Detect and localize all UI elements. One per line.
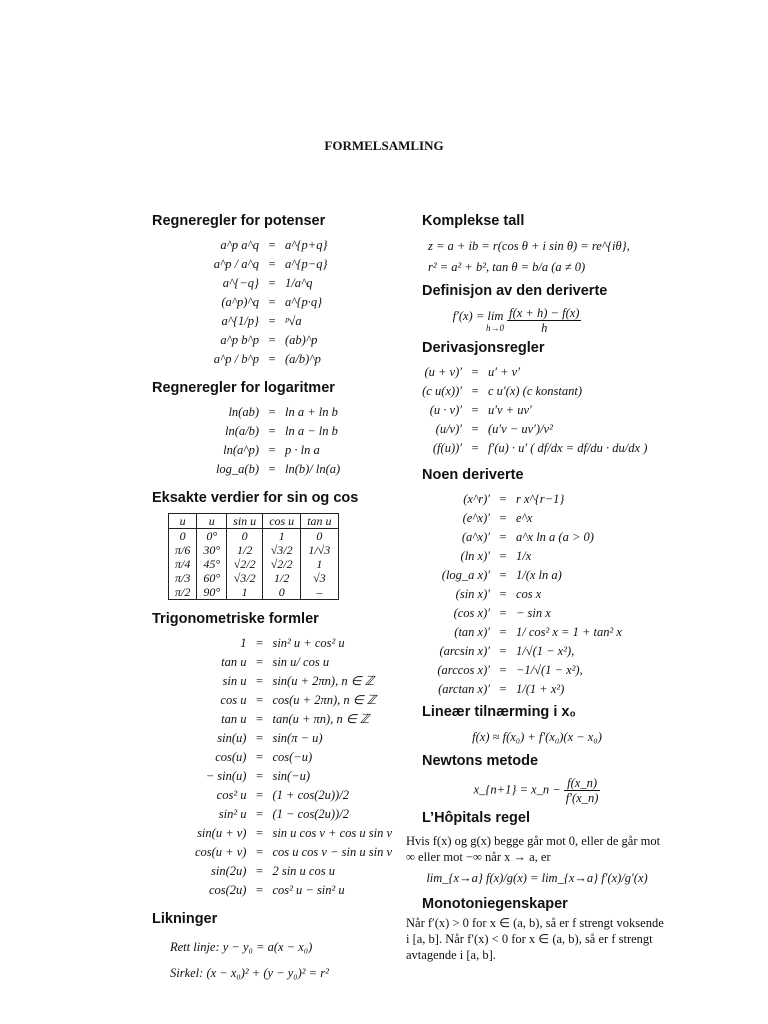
exact-values-table — [168, 513, 339, 600]
section-eksakte — [152, 489, 392, 600]
trig-row-lhs: sin(u) — [217, 731, 247, 745]
derivasjon-row-rhs: u′ + v′ — [488, 365, 520, 379]
potens-row-equals: = — [268, 276, 276, 290]
likning-rett-linje: Rett linje: y − y₀ = a(x − x₀) — [170, 940, 313, 954]
section-hopital — [406, 809, 668, 891]
trig-row-rhs: tan(u + πn), n ∈ ℤ — [272, 712, 370, 726]
table-cell: π/2 — [169, 585, 197, 600]
deriverte-row-equals: = — [499, 682, 507, 696]
trig-row-lhs: − sin(u) — [205, 769, 247, 783]
trig-row-lhs: cos(u + v) — [194, 845, 247, 859]
trig-row-rhs: sin u/ cos u — [272, 655, 330, 669]
trig-row-rhs: sin(u + 2πn), n ∈ ℤ — [272, 674, 375, 688]
trig-row-equals: = — [255, 807, 263, 821]
table-cell: 1 — [227, 585, 263, 600]
table-cell: √2/2 — [263, 557, 301, 571]
deriverte-row-rhs: 1/x — [516, 549, 532, 563]
derivasjon-row-lhs: (c u(x))′ — [422, 384, 462, 398]
equations-derivasjon — [406, 363, 668, 458]
heading-derivasjon: Derivasjonsregler — [422, 340, 545, 356]
heading-trig: Trigonometriske formler — [152, 611, 319, 627]
section-monotoni — [406, 895, 668, 963]
trig-row-rhs: (1 − cos(2u))/2 — [272, 807, 349, 821]
logaritme-row-rhs: ln a − ln b — [285, 424, 338, 438]
logaritme-row-equals: = — [268, 462, 276, 476]
deriverte-row-rhs: −1/√(1 − x²), — [516, 663, 583, 677]
table-cell: 0° — [197, 529, 227, 544]
section-noen — [406, 466, 668, 699]
trig-row-lhs: cos² u — [216, 788, 247, 802]
potens-row-rhs: ᵖ√a — [285, 314, 302, 328]
section-trig — [152, 610, 392, 900]
table-cell: 1/√3 — [301, 543, 338, 557]
table-row — [169, 529, 339, 544]
deriverte-row-rhs: − sin x — [516, 606, 551, 620]
potens-row-rhs: a^{p+q} — [285, 238, 328, 252]
deriverte-row-lhs: (ln x)′ — [460, 549, 490, 563]
derivasjon-row-lhs: (f(u))′ — [432, 441, 462, 455]
deriverte-row-lhs: (cos x)′ — [453, 606, 490, 620]
definisjon-num: f(x + h) − f(x) — [509, 306, 580, 320]
left-column — [152, 212, 392, 996]
page-title: FORMELSAMLING — [324, 138, 444, 153]
trig-row-lhs: cos(2u) — [208, 883, 247, 897]
definisjon-lhs: f′(x) = lim — [452, 308, 504, 323]
equations-trig — [152, 634, 392, 900]
table-cell: 1/2 — [227, 543, 263, 557]
heading-eksakte: Eksakte verdier for sin og cos — [152, 490, 359, 506]
heading-newton: Newtons metode — [422, 753, 539, 769]
section-likninger — [152, 910, 392, 986]
linear-formula: f(x) ≈ f(x₀) + f′(x₀)(x − x₀) — [472, 730, 602, 744]
deriverte-row-equals: = — [499, 549, 507, 563]
table-cell: 90° — [197, 585, 227, 600]
table-cell: π/3 — [169, 571, 197, 585]
newton-den: f′(x_n) — [565, 791, 599, 805]
trig-row-lhs: sin u — [222, 674, 247, 688]
potens-row-lhs: (a^p)^q — [221, 295, 259, 309]
definisjon-formula — [406, 306, 668, 335]
trig-row-lhs: sin(u + v) — [197, 826, 247, 840]
derivasjon-row-lhs: (u/v)′ — [435, 422, 462, 436]
potens-row-equals: = — [268, 295, 276, 309]
logaritme-row-rhs: ln a + ln b — [285, 405, 338, 419]
derivasjon-row-equals: = — [471, 441, 479, 455]
trig-row-equals: = — [255, 769, 263, 783]
table-header-cell: sin u — [227, 514, 263, 529]
derivasjon-row-equals: = — [471, 365, 479, 379]
deriverte-row-equals: = — [499, 587, 507, 601]
trig-row-equals: = — [255, 636, 263, 650]
potens-row-lhs: a^p / a^q — [213, 257, 259, 271]
trig-row-equals: = — [255, 883, 263, 897]
trig-row-rhs: sin(π − u) — [272, 731, 323, 745]
trig-row-equals: = — [255, 750, 263, 764]
potens-row-equals: = — [268, 352, 276, 366]
trig-row-equals: = — [255, 693, 263, 707]
trig-row-lhs: tan u — [221, 712, 247, 726]
logaritme-row-lhs: ln(ab) — [228, 405, 259, 419]
trig-row-equals: = — [255, 864, 263, 878]
table-row — [169, 557, 339, 571]
derivasjon-row-rhs: u′v + uv′ — [488, 403, 532, 417]
deriverte-row-equals: = — [499, 568, 507, 582]
logaritme-row-rhs: p · ln a — [285, 443, 320, 457]
table-cell: 1 — [301, 557, 338, 571]
right-column — [406, 212, 668, 973]
trig-row-rhs: sin(−u) — [272, 769, 311, 783]
deriverte-row-lhs: (tan x)′ — [454, 625, 490, 639]
table-header-cell: u — [197, 514, 227, 529]
section-derivasjon — [406, 339, 668, 458]
trig-row-equals: = — [255, 674, 263, 688]
deriverte-row-equals: = — [499, 644, 507, 658]
hopital-text: Hvis f(x) og g(x) begge går mot 0, eller de går mot ∞ eller mot −∞ når x → a, er — [406, 834, 661, 864]
heading-hopital: L’Hôpitals regel — [422, 810, 530, 826]
komplekse-line1: z = a + ib = r(cos θ + i sin θ) = re^{iθ}, — [428, 239, 630, 253]
deriverte-row-equals: = — [499, 511, 507, 525]
trig-row-lhs: tan u — [221, 655, 247, 669]
table-cell: 45° — [197, 557, 227, 571]
logaritme-row-equals: = — [268, 424, 276, 438]
trig-row-equals: = — [255, 655, 263, 669]
section-potenser — [152, 212, 392, 369]
newton-num: f(x_n) — [564, 776, 601, 791]
trig-row-rhs: cos² u − sin² u — [272, 883, 345, 897]
trig-row-lhs: sin² u — [218, 807, 247, 821]
potens-row-lhs: a^p a^q — [220, 238, 259, 252]
logaritme-row-rhs: ln(b)/ ln(a) — [285, 462, 341, 476]
derivasjon-row-lhs: (u + v)′ — [424, 365, 462, 379]
trig-row-lhs: sin(2u) — [211, 864, 247, 878]
potens-row-lhs: a^p / b^p — [213, 352, 259, 366]
hopital-formula: lim_{x→a} f(x)/g(x) = lim_{x→a} f′(x)/g′(x) — [426, 871, 648, 885]
table-row — [169, 571, 339, 585]
section-newton — [406, 752, 668, 805]
trig-row-lhs: cos(u) — [215, 750, 247, 764]
trig-row-rhs: 2 sin u cos u — [272, 864, 335, 878]
potens-row-equals: = — [268, 238, 276, 252]
heading-komplekse: Komplekse tall — [422, 213, 525, 229]
potens-row-rhs: a^{p·q} — [285, 295, 323, 309]
equations-noen — [406, 490, 668, 699]
potens-row-lhs: a^{1/p} — [221, 314, 259, 328]
deriverte-row-equals: = — [499, 606, 507, 620]
heading-potenser: Regneregler for potenser — [152, 213, 326, 229]
heading-logaritmer: Regneregler for logaritmer — [152, 380, 335, 396]
deriverte-row-equals: = — [499, 530, 507, 544]
deriverte-row-lhs: (a^x)′ — [461, 530, 490, 544]
trig-row-rhs: cos u cos v − sin u sin v — [272, 845, 392, 859]
table-cell: π/4 — [169, 557, 197, 571]
trig-row-equals: = — [255, 731, 263, 745]
deriverte-row-rhs: 1/ cos² x = 1 + tan² x — [516, 625, 622, 639]
heading-noen: Noen deriverte — [422, 467, 524, 483]
trig-row-equals: = — [255, 845, 263, 859]
derivasjon-row-rhs: (u′v − uv′)/v² — [488, 422, 553, 436]
trig-row-equals: = — [255, 712, 263, 726]
monotoni-text: Når f′(x) > 0 for x ∈ (a, b), så er f strengt voksende i [a, b]. Når f′(x) < 0 for x ∈ (a, b), så er f strengt avtagende i [a, b]. — [406, 916, 664, 962]
newton-lhs: x_{n+1} = x_n − — [473, 782, 561, 797]
potens-row-equals: = — [268, 257, 276, 271]
table-header-cell: tan u — [301, 514, 338, 529]
logaritme-row-lhs: log_a(b) — [215, 462, 259, 476]
trig-row-rhs: (1 + cos(2u))/2 — [272, 788, 349, 802]
table-cell: 0 — [227, 529, 263, 544]
section-linear — [406, 703, 668, 748]
derivasjon-row-rhs: f′(u) · u′ ( df/dx = df/du · du/dx ) — [488, 441, 648, 455]
heading-linear: Lineær tilnærming i x₀ — [422, 704, 576, 720]
potens-row-rhs: (ab)^p — [285, 333, 318, 347]
table-header-cell: cos u — [263, 514, 301, 529]
derivasjon-row-equals: = — [471, 422, 479, 436]
deriverte-row-rhs: e^x — [516, 511, 533, 525]
deriverte-row-rhs: 1/(x ln a) — [516, 568, 562, 582]
deriverte-row-rhs: 1/(1 + x²) — [516, 682, 565, 696]
trig-row-lhs: cos u — [220, 693, 247, 707]
table-cell: √2/2 — [227, 557, 263, 571]
logaritme-row-lhs: ln(a/b) — [224, 424, 259, 438]
section-definisjon — [406, 282, 668, 335]
table-cell: 1 — [263, 529, 301, 544]
trig-row-rhs: cos(u + 2πn), n ∈ ℤ — [272, 693, 377, 707]
deriverte-row-rhs: cos x — [516, 587, 542, 601]
definisjon-sub: h→0 — [486, 322, 504, 333]
logaritme-row-lhs: ln(a^p) — [223, 443, 259, 457]
trig-row-equals: = — [255, 788, 263, 802]
table-cell: √3 — [301, 571, 338, 585]
equations-potenser — [152, 236, 392, 369]
table-cell: 60° — [197, 571, 227, 585]
table-cell: 1/2 — [263, 571, 301, 585]
table-cell: 30° — [197, 543, 227, 557]
table-cell: π/6 — [169, 543, 197, 557]
table-row — [169, 585, 339, 600]
table-cell: 0 — [263, 585, 301, 600]
potens-row-rhs: (a/b)^p — [285, 352, 321, 366]
deriverte-row-equals: = — [499, 663, 507, 677]
potens-row-rhs: a^{p−q} — [285, 257, 328, 271]
derivasjon-row-equals: = — [471, 384, 479, 398]
table-cell: 0 — [301, 529, 338, 544]
deriverte-row-equals: = — [499, 492, 507, 506]
heading-likninger: Likninger — [152, 911, 218, 927]
deriverte-row-lhs: (sin x)′ — [455, 587, 490, 601]
derivasjon-row-equals: = — [471, 403, 479, 417]
potens-row-lhs: a^p b^p — [220, 333, 259, 347]
likning-sirkel: Sirkel: (x − x₀)² + (y − y₀)² = r² — [170, 966, 329, 980]
trig-row-rhs: sin² u + cos² u — [272, 636, 345, 650]
heading-definisjon: Definisjon av den deriverte — [422, 283, 608, 299]
deriverte-row-rhs: 1/√(1 − x²), — [516, 644, 575, 658]
equations-logaritmer — [152, 403, 392, 479]
deriverte-row-lhs: (arcsin x)′ — [439, 644, 490, 658]
table-cell: – — [301, 585, 338, 600]
table-cell: √3/2 — [263, 543, 301, 557]
section-komplekse — [406, 212, 668, 278]
section-logaritmer — [152, 379, 392, 479]
trig-row-rhs: cos(−u) — [272, 750, 313, 764]
deriverte-row-equals: = — [499, 625, 507, 639]
derivasjon-row-rhs: c u′(x) (c konstant) — [488, 384, 583, 398]
newton-formula — [406, 776, 668, 805]
trig-row-rhs: sin u cos v + cos u sin v — [272, 826, 392, 840]
trig-row-lhs: 1 — [240, 636, 247, 650]
komplekse-line2: r² = a² + b², tan θ = b/a (a ≠ 0) — [428, 260, 586, 274]
deriverte-row-lhs: (arctan x)′ — [438, 682, 490, 696]
table-cell: 0 — [169, 529, 197, 544]
deriverte-row-lhs: (x^r)′ — [463, 492, 490, 506]
deriverte-row-lhs: (log_a x)′ — [441, 568, 490, 582]
potens-row-rhs: 1/a^q — [285, 276, 313, 290]
deriverte-row-lhs: (e^x)′ — [462, 511, 490, 525]
potens-row-equals: = — [268, 333, 276, 347]
derivasjon-row-lhs: (u · v)′ — [429, 403, 462, 417]
table-header-cell: u — [169, 514, 197, 529]
trig-row-equals: = — [255, 826, 263, 840]
definisjon-den: h — [541, 321, 548, 335]
heading-monotoni: Monotoniegenskaper — [422, 896, 568, 912]
deriverte-row-lhs: (arccos x)′ — [437, 663, 490, 677]
potens-row-lhs: a^{−q} — [222, 276, 259, 290]
logaritme-row-equals: = — [268, 443, 276, 457]
deriverte-row-rhs: r x^{r−1} — [516, 492, 565, 506]
logaritme-row-equals: = — [268, 405, 276, 419]
potens-row-equals: = — [268, 314, 276, 328]
deriverte-row-rhs: a^x ln a (a > 0) — [516, 530, 594, 544]
table-row — [169, 543, 339, 557]
table-cell: √3/2 — [227, 571, 263, 585]
